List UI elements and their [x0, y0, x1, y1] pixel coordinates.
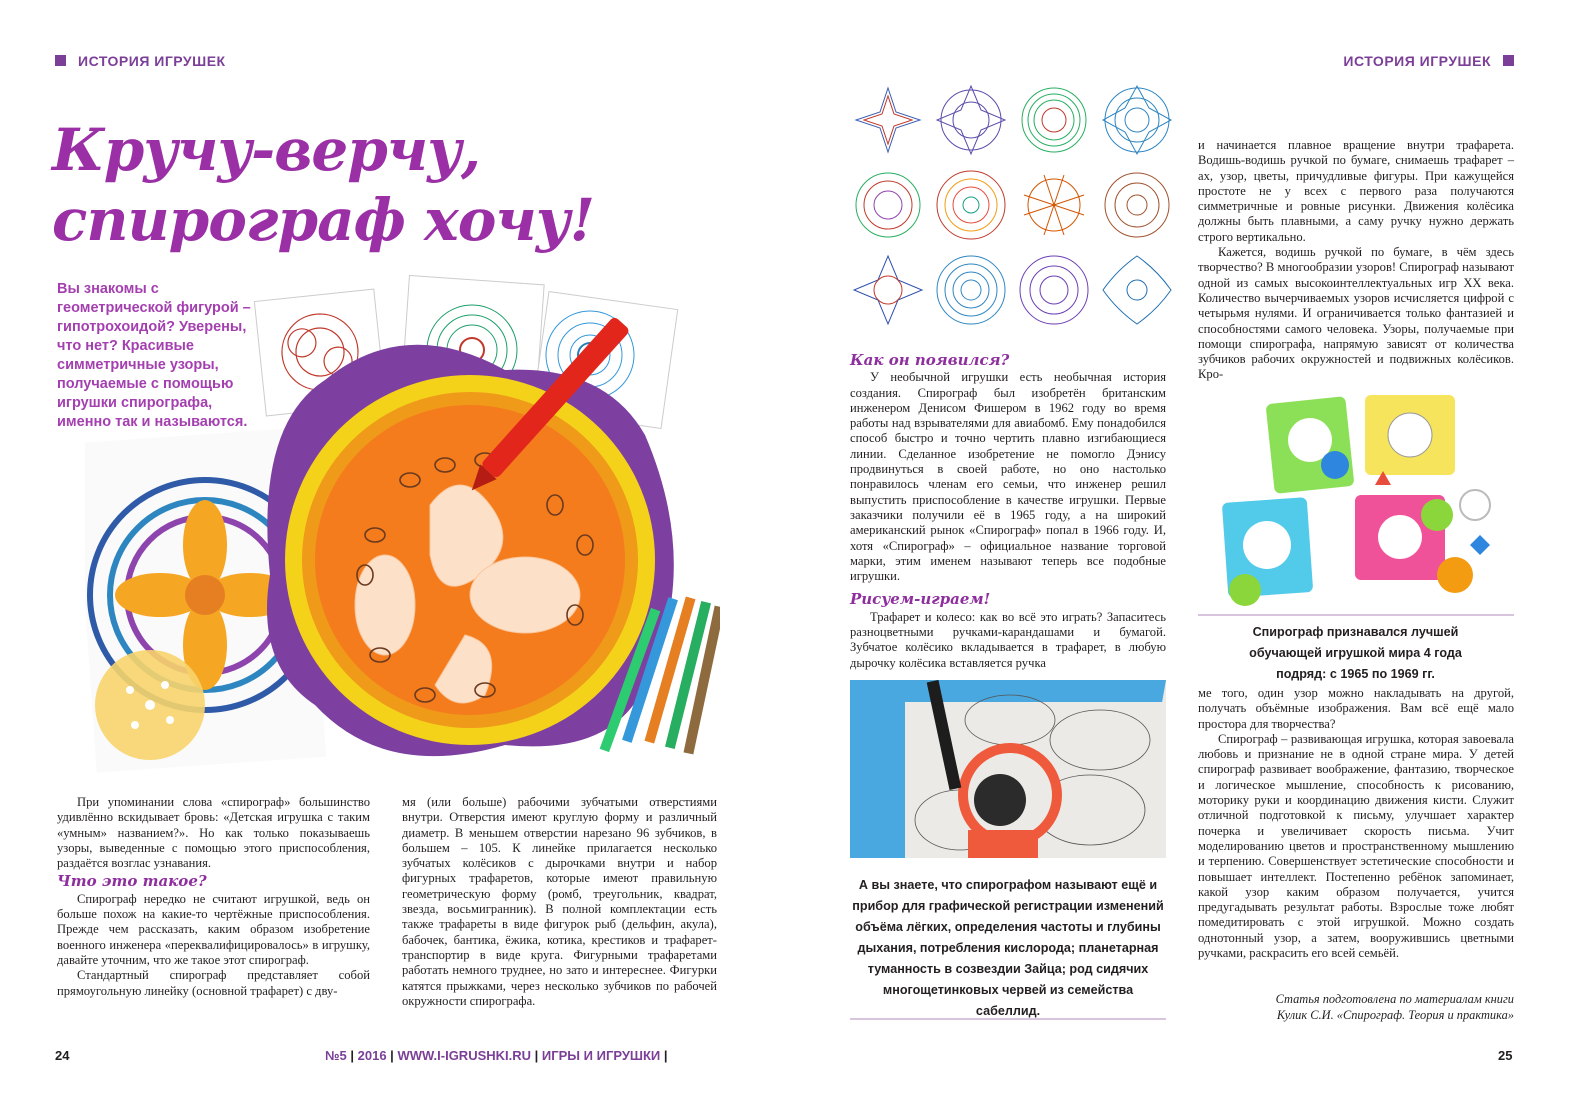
spirograph-patterns-grid: [848, 80, 1178, 345]
page-number-left: 24: [55, 1048, 70, 1063]
spirograph-kit-photo: [1215, 395, 1515, 610]
paragraph: ме того, один узор можно накладывать на другой, получать объёмные изображения. Вам всё ещё мало простора для творчества?: [1198, 686, 1514, 731]
issue-number: №5: [325, 1048, 347, 1063]
column-1: [57, 795, 370, 999]
spirograph-drawing-photo: [850, 680, 1166, 858]
subheading-draw-play: Рисуем-играем!: [850, 590, 991, 609]
paragraph: Трафарет и колесо: как во всё это играть? Запаситесь разноцветными ручками-карандашами и бумагой. Зубчатое колёсико вкладывается в трафарет, в любую дырочку колёсика вставляется ручка: [850, 609, 1166, 670]
subheading-what-is-it: Что это такое?: [57, 872, 207, 891]
square-bullet-icon: [1503, 55, 1514, 66]
lead-paragraph: Вы знакомы с геометрической фигурой – гипотрохоидой? Уверены, что нет? Красивые симметричные узоры, получаемые с помощью игрушки спирографа, именно так и называются.: [57, 281, 251, 430]
column-2: [402, 795, 717, 1009]
intro-paragraph: При упоминании слова «спирограф» большинство удивлённо вскидывает бровь: «Детская игрушка с таким «умным» названием?». Но как только показываешь узоры, выведенные с помощью этого приспособления, раздаётся возглас узнавания.: [57, 795, 370, 871]
paragraph: У необычной игрушки есть необычная история создания. Спирограф был изобретён британским инженером Денисом Фишером в 1962 году во время работы над взрывателями для авиабомб. Ему понадобился способ быстро и точно чертить плавно изгибающиеся линии. Сделанное изобретение не помогло Дэнису продвинуться в своей работе, но оно настолько понравилось членам его семьи, что инженер решил выпустить приспособление в качестве игрушки. Первые заказчики получили её в 1965 году, а на широкий американский рынок «Спирограф» попал в 1966 году. И, хотя «Спирограф» – официальное название торговой марки, этим именем называют теперь все подобные игрушки.: [850, 370, 1166, 584]
paragraph: и начинается плавное вращение внутри трафарета. Водишь-водишь ручкой по бумаге, снимаешь трафарет – ах, узор, цветы, причудливые фигуры. При кажущейся простоте не у всех с первого раза получаются симметричные и ровные рисунки. Движения колёсика должны быть плавными, а саму ручку нужно держать строго вертикально.: [1198, 138, 1514, 244]
column-3: [850, 350, 1166, 671]
magazine-footer: №5 | 2016 | WWW.I-IGRUSHKI.RU | ИГРЫ И ИГРУШКИ |: [325, 1048, 668, 1063]
fact-divider: [850, 1018, 1166, 1020]
page-number-right: 25: [1498, 1048, 1513, 1063]
section-header-right: [1343, 53, 1514, 69]
paragraph: Стандартный спирограф представляет собой прямоугольную линейку (основной трафарет) с дву-: [57, 968, 370, 998]
column-4: [1198, 138, 1514, 383]
magazine-name: ИГРЫ И ИГРУШКИ: [541, 1048, 661, 1063]
subheading-how-it-appeared: Как он появился?: [850, 351, 1010, 369]
callout-best-toy: Спирограф признавался лучшей обучающей игрушкой мира 4 года подряд: с 1965 по 1969 гг.: [1249, 625, 1462, 681]
paragraph: Спирограф нередко не считают игрушкой, ведь он больше похож на какие-то чертёжные приспособления. Прежде чем рассказать, каким образом изобретение военного инженера «переквалифицировалось» в игрушку, давайте уточним, что же такое этот спирограф.: [57, 891, 370, 967]
section-label: ИСТОРИЯ ИГРУШЕК: [1343, 53, 1491, 69]
paragraph: Спирограф – развивающая игрушка, которая завоевала любовь и признание не в одной стране мира. У детей спирограф развивает воображение, фантазию, творческое и логическое мышление, способность к рисованию, моторику руки и координацию движения кисти. Служит отличной подготовкой к письму, улучшает характер почерка и увеличивает скорость письма. Учит моделированию цветов и пространственному мышлению и терпению. Совершенствует эстетические способности и повышает интеллект. Постепенно ребёнок запоминает, какой узор каким образом получается, учится предугадывать результат работы. Взрослые тоже любят помедитировать с этой игрушкой. Можно создать однотонный узор, а затем, вооружившись цветными ручками, раскрасить его всей семьёй.: [1198, 731, 1514, 961]
paragraph: Кажется, водишь ручкой по бумаге, в чём здесь творчество? В многообразии узоров! Спирограф называют одной из самых высокоинтеллектуальных игр XX века. Количество вычерчиваемых узоров исчисляется цифрой с четырьмя нулями. И ограничивается только фантазией и способностями самого человека. Узоры, получаемые при помощи спирографа, напрямую зависят от количества зубчиков рабочих окружностей и подвижных колёсиков. Кро-: [1198, 245, 1514, 382]
paragraph: мя (или больше) рабочими зубчатыми отверстиями внутри. Отверстия имеют круглую форму и различный диаметр. В меньшем отверстии нарезано 96 зубчиков, в большем – 105. К линейке прилагается несколько зубчатых колёсиков с дырочками внутри и набор фигурных трафаретов, которые имеют правильную геометрическую форму (ромб, треугольник, квадрат, звезда, восьмигранник). В полной комплектации есть также трафареты в виде фигурок рыб (дельфин, акула), бабочек, бантика, ёжика, котика, крестиков и трафарет-транспортир в виде круга. Фигурными трафаретами работать немного труднее, но зато и интереснее. Фигурки катятся прыжками, через несколько зубчиков по рабочей окружности спирографа.: [402, 795, 717, 1008]
section-header-left: [55, 53, 226, 69]
square-bullet-icon: [55, 55, 66, 66]
callout-divider-top: [1198, 614, 1514, 616]
did-you-know-box: А вы знаете, что спирографом называют ещё и прибор для графической регистрации изменений объёма лёгких, определения частоты и глубины дыхания, потребления кислорода; планетарная туманность в созвездии Зайца; род сидячих многощетинковых червей из семейства сабеллид.: [852, 878, 1164, 1018]
website-link[interactable]: WWW.I-IGRUSHKI.RU: [397, 1048, 532, 1063]
article-credit: Статья подготовлена по материалам книги Кулик С.И. «Спирограф. Теория и практика»: [1275, 992, 1514, 1022]
section-label: ИСТОРИЯ ИГРУШЕК: [78, 53, 226, 69]
issue-year: 2016: [357, 1048, 387, 1063]
column-4-continued: [1198, 686, 1514, 961]
article-title: Кручу-верчу, спирограф хочу!: [52, 116, 595, 254]
